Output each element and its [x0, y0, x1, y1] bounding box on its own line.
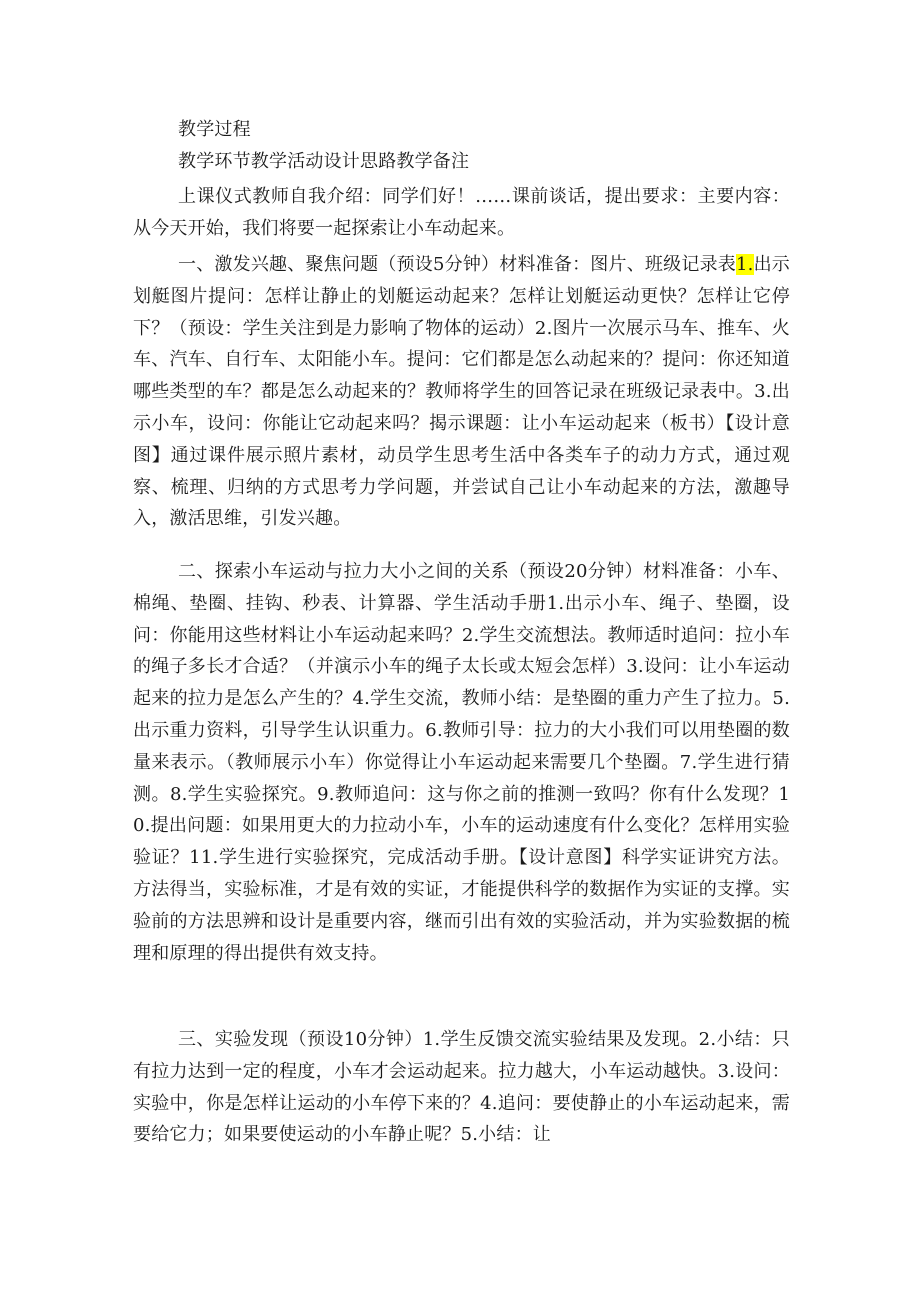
section-1-paragraph	[133, 249, 790, 535]
highlighted-item-marker: 1.	[736, 254, 754, 275]
section-1-body: 出示划艇图片提问：怎样让静止的划艇运动起来？怎样让划艇运动更快？怎样让它停下？（预设：学生关注到是力影响了物体的运动）2.图片一次展示马车、推车、火车、汽车、自行车、太阳能小车。提问：它们都是怎么动起来的？提问：你还知道哪些类型的车？都是怎么动起来的？教师将学生的回答记录在班级记录表中。3.出示小车，设问：你能让它动起来吗？揭示课题：让小车运动起来（板书）【设计意图】通过课件展示照片素材，动员学生思考生活中各类车子的动力方式，通过观察、梳理、归纳的方式思考力学问题，并尝试自己让小车动起来的方法，激趣导入，激活思维，引发兴趣。	[133, 254, 791, 530]
section-3-paragraph: 三、实验发现（预设10分钟）1.学生反馈交流实验结果及发现。2.小结：只有拉力达到一定的程度，小车才会运动起来。拉力越大，小车运动越快。3.设问：实验中，你是怎样让运动的小车停下来的？4.追问：要使静止的小车运动起来，需要给它力；如果要使运动的小车静止呢？5.小结：让	[133, 1029, 790, 1146]
intro-paragraph: 上课仪式教师自我介绍：同学们好！……课前谈话，提出要求：主要内容：从今天开始，我们将要一起探索让小车动起来。	[133, 186, 790, 239]
section-2-paragraph: 二、探索小车运动与拉力大小之间的关系（预设20分钟）材料准备：小车、棉绳、垫圈、挂钩、秒表、计算器、学生活动手册1.出示小车、绳子、垫圈，设问：你能用这些材料让小车运动起来吗？2.学生交流想法。教师适时追问：拉小车的绳子多长才合适？（并演示小车的绳子太长或太短会怎样）3.设问：让小车运动起来的拉力是怎么产生的？4.学生交流，教师小结：是垫圈的重力产生了拉力。5.出示重力资料，引导学生认识重力。6.教师引导：拉力的大小我们可以用垫圈的数量来表示。（教师展示小车）你觉得让小车运动起来需要几个垫圈。7.学生进行猜测。8.学生实验探究。9.教师追问：这与你之前的推测一致吗？你有什么发现？10.提出问题：如果用更大的力拉动小车，小车的运动速度有什么变化？怎样用实验验证？11.学生进行实验探究，完成活动手册。【设计意图】科学实证讲究方法。方法得当，实验标准，才是有效的实证，才能提供科学的数据作为实证的支撑。实验前的方法思辨和设计是重要内容，继而引出有效的实验活动，并为实验数据的梳理和原理的得出提供有效支持。	[133, 561, 790, 964]
table-header-row: 教学环节教学活动设计思路教学备注	[178, 151, 470, 172]
section-1-lead: 一、激发兴趣、聚焦问题（预设5分钟）材料准备：图片、班级记录表	[178, 254, 736, 275]
section-heading: 教学过程	[178, 119, 251, 140]
